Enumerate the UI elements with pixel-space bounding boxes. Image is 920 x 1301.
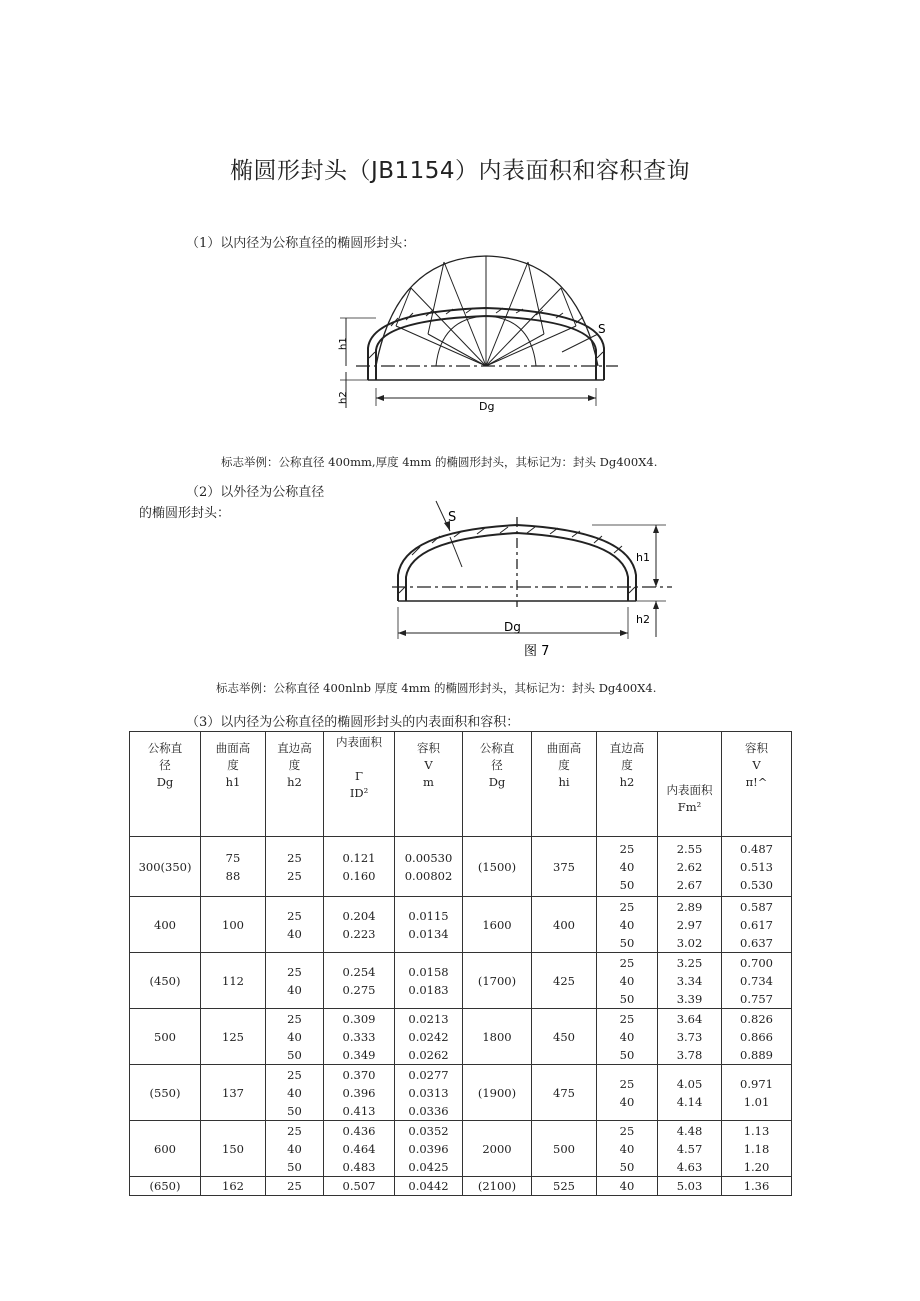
cell-value: 25 [287,1123,302,1138]
cell-dg-2: 1600 [463,897,532,953]
cell-value: 3.73 [676,1029,703,1044]
cell-h2-2 [597,897,658,953]
cell-volume [395,1121,463,1177]
cell-value: 40 [287,1085,302,1100]
cell-value: 0.00802 [404,868,453,883]
cell-value: 40 [619,1179,635,1193]
cell-h2-2 [597,1009,658,1065]
cell-value: 4.48 [676,1123,703,1138]
cell-value: 125 [222,1029,244,1044]
cell-value: 5.03 [676,1179,703,1193]
cell-h2 [266,1121,324,1177]
cell-dg: 300(350) [130,837,201,897]
cell-value: 1.36 [743,1179,770,1193]
cell-h1-2: 400 [532,897,597,953]
cell-value: 50 [287,1159,302,1174]
cell-value: 0.413 [342,1103,376,1118]
cell-value: 1.20 [743,1159,770,1174]
cell-h1-2: 500 [532,1121,597,1177]
cell-value: 0.0262 [408,1047,449,1062]
cell-value: 40 [287,926,302,941]
cell-area [324,953,395,1009]
cell-area [324,1177,395,1196]
cell-h2-2 [597,1177,658,1196]
cell-value: 3.39 [676,991,703,1006]
figure2-caption: 图 7 [524,644,550,659]
cell-area-2 [658,953,722,1009]
cell-dg-2: 2000 [463,1121,532,1177]
header-h1: 曲面高 度 h1 [201,732,266,837]
cell-value: 0.0425 [408,1159,449,1174]
table-row [130,953,792,1009]
section-2-heading: （2）以外径为公称直径 [186,485,325,500]
cell-value: 25 [619,841,635,856]
cell-value: 4.05 [676,1076,703,1091]
cell-value: 0.587 [740,899,773,914]
cell-h1-2: 375 [532,837,597,897]
cell-value: 0.637 [740,935,773,950]
cell-value: 100 [222,917,244,932]
figure1-label-h2: h2 [338,391,349,404]
cell-value: 3.25 [676,955,703,970]
cell-value: 150 [222,1141,244,1156]
figure2-label-dg: Dg [504,620,521,634]
cell-value: 50 [619,991,635,1006]
table-row [130,837,792,897]
cell-value: 40 [619,1094,635,1109]
cell-value: 2.55 [676,841,703,856]
cell-value: 88 [225,868,241,883]
cell-value: 0.160 [342,868,376,883]
cell-value: 50 [619,935,635,950]
cell-value: 40 [287,982,302,997]
cell-value: 25 [619,1011,635,1026]
cell-value: 1.01 [743,1094,770,1109]
cell-value: 0.436 [342,1123,376,1138]
cell-value: 0.971 [740,1076,773,1091]
cell-value: 0.734 [740,973,773,988]
cell-area [324,837,395,897]
cell-value: 25 [287,964,302,979]
header-volume-2: 容积 V π!^ [722,732,792,837]
cell-area [324,1009,395,1065]
cell-value: 0.0134 [408,926,449,941]
cell-h1 [201,1065,266,1121]
cell-h1 [201,897,266,953]
cell-value: 0.0115 [408,908,449,923]
table-row [130,1177,792,1196]
cell-value: 40 [619,917,635,932]
cell-h2-2 [597,1065,658,1121]
cell-value: 0.204 [342,908,376,923]
cell-area-2 [658,1177,722,1196]
cell-value: 50 [287,1103,302,1118]
cell-value: 0.483 [342,1159,376,1174]
cell-h2 [266,837,324,897]
cell-h2-2 [597,837,658,897]
cell-value: 25 [619,1076,635,1091]
cell-volume-2 [722,897,792,953]
cell-value: 0.757 [740,991,773,1006]
cell-value: 40 [287,1029,302,1044]
cell-value: 0.826 [740,1011,773,1026]
header-area-2: 内表面积 Fm² [658,732,722,837]
cell-volume-2 [722,953,792,1009]
cell-dg: 400 [130,897,201,953]
cell-value: 2.67 [676,877,703,892]
cell-volume [395,897,463,953]
cell-value: 0.0213 [408,1011,449,1026]
cell-value: 25 [619,1123,635,1138]
figure1-label-h1: h1 [338,337,349,350]
cell-h2 [266,1009,324,1065]
cell-value: 0.349 [342,1047,376,1062]
cell-h1 [201,1121,266,1177]
cell-h2 [266,953,324,1009]
cell-value: 2.62 [676,859,703,874]
table-row [130,1121,792,1177]
cell-value: 0.0352 [408,1123,449,1138]
cell-value: 40 [287,1141,302,1156]
cell-h1-2: 450 [532,1009,597,1065]
cell-h2-2 [597,1121,658,1177]
cell-dg-2: (1500) [463,837,532,897]
cell-value: 4.63 [676,1159,703,1174]
cell-volume-2 [722,1121,792,1177]
cell-dg: 500 [130,1009,201,1065]
cell-value: 162 [222,1179,244,1193]
cell-value: 0.487 [740,841,773,856]
cell-h1-2: 475 [532,1065,597,1121]
figure2-label-s: S [448,510,457,525]
cell-value: 0.866 [740,1029,773,1044]
cell-value: 50 [619,877,635,892]
cell-area-2 [658,1065,722,1121]
cell-dg: (550) [130,1065,201,1121]
cell-h2 [266,897,324,953]
cell-value: 0.889 [740,1047,773,1062]
cell-value: 3.02 [676,935,703,950]
cell-value: 2.89 [676,899,703,914]
cell-area [324,1065,395,1121]
cell-value: 50 [287,1047,302,1062]
cell-value: 4.57 [676,1141,703,1156]
cell-value: 25 [287,1011,302,1026]
cell-value: 3.78 [676,1047,703,1062]
cell-value: 0.223 [342,926,376,941]
cell-value: 25 [619,899,635,914]
cell-value: 1.18 [743,1141,770,1156]
cell-value: 0.507 [342,1179,376,1193]
cell-value: 0.617 [740,917,773,932]
area-volume-table [129,731,792,1196]
cell-value: 0.513 [740,859,773,874]
cell-value: 0.254 [342,964,376,979]
cell-h1-2: 425 [532,953,597,1009]
cell-value: 112 [222,973,244,988]
cell-value: 0.464 [342,1141,376,1156]
cell-dg: 600 [130,1121,201,1177]
cell-value: 40 [619,1141,635,1156]
figure2-label-h1: h1 [636,551,650,564]
cell-value: 0.0158 [408,964,449,979]
header-h1-2: 曲面高 度 hi [532,732,597,837]
cell-value: 2.97 [676,917,703,932]
cell-value: 40 [619,973,635,988]
cell-volume [395,1177,463,1196]
cell-h1 [201,953,266,1009]
cell-volume-2 [722,1009,792,1065]
cell-h2-2 [597,953,658,1009]
cell-dg: (650) [130,1177,201,1196]
cell-value: 50 [619,1047,635,1062]
cell-area [324,1121,395,1177]
cell-value: 0.275 [342,982,376,997]
cell-dg: (450) [130,953,201,1009]
header-area: 内表面积 Γ ID² [324,732,395,837]
marking-example-1: 标志举例：公称直径 400mm,厚度 4mm 的椭圆形封头，其标记为：封头 Dg400X4. [221,455,658,469]
cell-value: 0.121 [342,850,376,865]
cell-value: 25 [287,1067,302,1082]
figure-outer-diameter-head [392,497,682,667]
cell-value: 0.333 [342,1029,376,1044]
figure1-label-s: S [598,322,606,336]
section-2-heading-cont: 的椭圆形封头： [139,506,231,521]
header-h2-2: 直边高 度 h2 [597,732,658,837]
cell-dg-2: (1700) [463,953,532,1009]
section-1-heading: （1）以内径为公称直径的椭圆形封头： [186,236,416,251]
cell-value: 1.13 [743,1123,770,1138]
table-row [130,1065,792,1121]
cell-value: 0.530 [740,877,773,892]
cell-h2 [266,1177,324,1196]
cell-dg-2: (2100) [463,1177,532,1196]
cell-dg-2: 1800 [463,1009,532,1065]
cell-volume [395,953,463,1009]
cell-area-2 [658,1121,722,1177]
figure1-label-dg: Dg [479,400,495,413]
cell-value: 0.309 [342,1011,376,1026]
cell-value: 3.64 [676,1011,703,1026]
cell-value: 25 [287,850,302,865]
cell-volume-2 [722,1177,792,1196]
cell-value: 0.0442 [408,1179,449,1193]
cell-value: 0.0336 [408,1103,449,1118]
figure-inner-diameter-head [336,248,626,418]
section-3-heading: （3）以内径为公称直径的椭圆形封头的内表面积和容积： [186,715,520,730]
cell-value: 4.14 [676,1094,703,1109]
cell-area-2 [658,897,722,953]
cell-value: 50 [619,1159,635,1174]
cell-value: 40 [619,859,635,874]
cell-volume [395,1009,463,1065]
table-row [130,1009,792,1065]
cell-value: 0.0242 [408,1029,449,1044]
header-volume: 容积 V m [395,732,463,837]
cell-dg-2: (1900) [463,1065,532,1121]
cell-value: 0.00530 [404,850,453,865]
cell-area-2 [658,837,722,897]
cell-value: 25 [287,1179,302,1193]
cell-value: 0.0277 [408,1067,449,1082]
marking-example-2: 标志举例：公称直径 400nlnb 厚度 4mm 的椭圆形封头，其标记为：封头 Dg400X4. [216,681,657,695]
cell-volume-2 [722,1065,792,1121]
cell-value: 0.0313 [408,1085,449,1100]
cell-value: 0.0396 [408,1141,449,1156]
cell-h1-2: 525 [532,1177,597,1196]
header-h2: 直边高 度 h2 [266,732,324,837]
cell-value: 0.396 [342,1085,376,1100]
header-dg-2: 公称直 径 Dg [463,732,532,837]
header-dg: 公称直 径 Dg [130,732,201,837]
cell-value: 75 [225,850,241,865]
cell-value: 25 [619,955,635,970]
cell-h2 [266,1065,324,1121]
figure2-label-h2: h2 [636,613,650,626]
cell-h1 [201,1009,266,1065]
cell-volume [395,1065,463,1121]
cell-h1 [201,1177,266,1196]
cell-value: 0.370 [342,1067,376,1082]
table-header-row [130,732,792,837]
cell-value: 25 [287,908,302,923]
cell-value: 0.0183 [408,982,449,997]
cell-value: 3.34 [676,973,703,988]
page-title: 椭圆形封头（JB1154）内表面积和容积查询 [229,158,691,184]
cell-value: 0.700 [740,955,773,970]
cell-value: 25 [287,868,302,883]
cell-area-2 [658,1009,722,1065]
cell-volume [395,837,463,897]
cell-area [324,897,395,953]
table-row [130,897,792,953]
cell-h1 [201,837,266,897]
cell-volume-2 [722,837,792,897]
cell-value: 137 [222,1085,244,1100]
cell-value: 40 [619,1029,635,1044]
